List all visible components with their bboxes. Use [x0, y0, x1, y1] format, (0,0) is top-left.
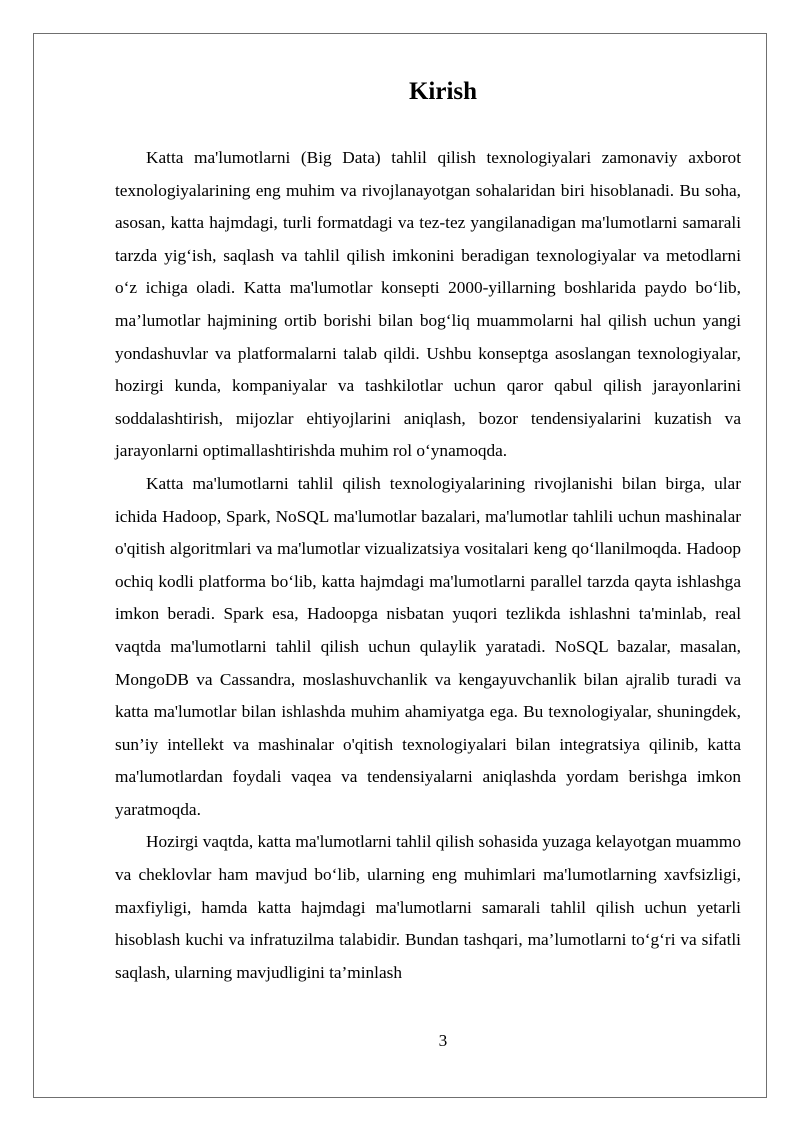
paragraph-2: Katta ma'lumotlarni tahlil qilish texnologiyalarining rivojlanishi bilan birga, ular ichida Hadoop, Spark, NoSQL ma'lumotlar bazalari, ma'lumotlar tahlili uchun mashinalar o'qitish algoritmlari va ma'lumotlar vizualizatsiya vositalari keng qo‘llanilmoqda. Hadoop ochiq kodli platforma bo‘lib, katta hajmdagi ma'lumotlarni parallel tarzda qayta ishlashga imkon beradi. Spark esa, Hadoopga nisbatan yuqori tezlikda ishlashni ta'minlab, real vaqtda ma'lumotlarni tahlil qilish uchun qulaylik yaratadi. NoSQL bazalar, masalan, MongoDB va Cassandra, moslashuvchanlik va kengayuvchanlik bilan ajralib turadi va katta ma'lumotlar bilan ishlashda muhim ahamiyatga ega. Bu texnologiyalar, shuningdek, sun’iy intellekt va mashinalar o'qitish texnologiyalari bilan integratsiya qilinib, katta ma'lumotlardan foydali vaqea va tendensiyalarni aniqlashda yordam berishga imkon yaratmoqda.: [115, 473, 741, 819]
paragraph-3: Hozirgi vaqtda, katta ma'lumotlarni tahlil qilish sohasida yuzaga kelayotgan muammo va cheklovlar ham mavjud bo‘lib, ularning eng muhimlari ma'lumotlarning xavfsizligi, maxfiyligi, hamda katta hajmdagi ma'lumotlarni samarali tahlil qilish uchun yetarli hisoblash kuchi va infratuzilma talabidir. Bundan tashqari, ma’lumotlarni to‘g‘ri va sifatli saqlash, ularning mavjudligini ta’minlash: [115, 832, 742, 982]
page-title: Kirish: [408, 78, 478, 105]
paragraph-1: Katta ma'lumotlarni (Big Data) tahlil qilish texnologiyalari zamonaviy axborot texnologiyalarining eng muhim va rivojlanayotgan sohalaridan biri hisoblanadi. Bu soha, asosan, katta hajmdagi, turli formatdagi va tez-tez yangilanadigan ma'lumotlarni samarali tarzda yig‘ish, saqlash va tahlil qilish imkonini beradigan texnologiyalar va metodlarni o‘z ichiga oladi. Katta ma'lumotlar konsepti 2000-yillarning boshlarida paydo bo‘lib, ma’lumotlar hajmining ortib borishi bilan bog‘liq muammolarni hal qilish uchun yangi yondashuvlar va platformalarni talab qildi. Ushbu konseptga asoslangan texnologiyalar, hozirgi kunda, kompaniyalar va tashkilotlar uchun qaror qabul qilish jarayonlarini soddalashtirish, mijozlar ehtiyojlarini aniqlash, bozor tendensiyalarini kuzatish va jarayonlarni optimallashtirishda muhim rol o‘ynamoqda.: [115, 148, 741, 461]
page-number: 3: [438, 1031, 448, 1050]
body-text: [115, 142, 741, 989]
